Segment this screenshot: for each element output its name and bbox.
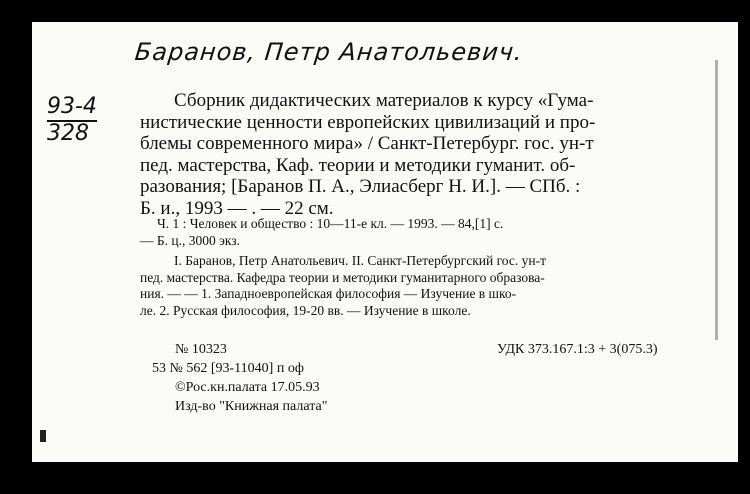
shelf-mark-top: 93-4 xyxy=(47,95,97,122)
subject-line: пед. мастерства. Кафедра теории и методики гуманитарного образова- xyxy=(140,269,545,285)
scan-speck xyxy=(40,430,46,442)
scan-border-left xyxy=(0,0,32,494)
part-line: Ч. 1 : Человек и общество : 10—11-е кл. — 1993. — 84,[1] с. xyxy=(157,216,504,231)
subject-line: ле. 2. Русская философия, 19-20 вв. — Изучение в школе. xyxy=(140,302,471,318)
description-line: Б. и., 1993 — . — 22 см. xyxy=(140,197,334,219)
publisher-imprint: Изд-во "Книжная палата" xyxy=(175,399,328,414)
scan-border-bottom xyxy=(0,462,750,494)
subject-line: ния. — — 1. Западноевропейская философия — Изучение в шко- xyxy=(140,286,517,301)
shelf-mark-bottom: 328 xyxy=(47,121,89,146)
shelf-mark xyxy=(47,95,97,146)
order-number: 53 № 562 [93-11040] п оф xyxy=(152,361,304,376)
bibliographic-description xyxy=(140,90,700,219)
description-line: блемы современного мира» / Санкт-Петербург. гос. ун-т xyxy=(140,133,594,154)
description-line: Сборник дидактических материалов к курсу «Гума- xyxy=(174,90,594,111)
scan-edge-shadow xyxy=(715,60,718,340)
udk-code: УДК 373.167.1:3 + 3(075.3) xyxy=(497,342,658,357)
description-line: нистические ценности европейских цивилизаций и про- xyxy=(140,111,596,133)
part-note xyxy=(140,216,700,249)
part-line: — Б. ц., 3000 экз. xyxy=(140,232,240,248)
subject-line: I. Баранов, Петр Анатольевич. II. Санкт-Петербургский гос. ун-т xyxy=(174,253,546,268)
description-line: пед. мастерства, Каф. теории и методики гуманит. об- xyxy=(140,154,576,176)
subject-tracing xyxy=(140,253,700,319)
record-number: № 10323 xyxy=(175,342,227,357)
description-line: разования; [Баранов П. А., Элиасберг Н. И.]. — СПб. : xyxy=(140,176,581,197)
handwritten-author: Баранов, Петр Анатольевич. xyxy=(133,38,525,66)
book-chamber-stamp: ©Рос.кн.палата 17.05.93 xyxy=(175,380,320,395)
